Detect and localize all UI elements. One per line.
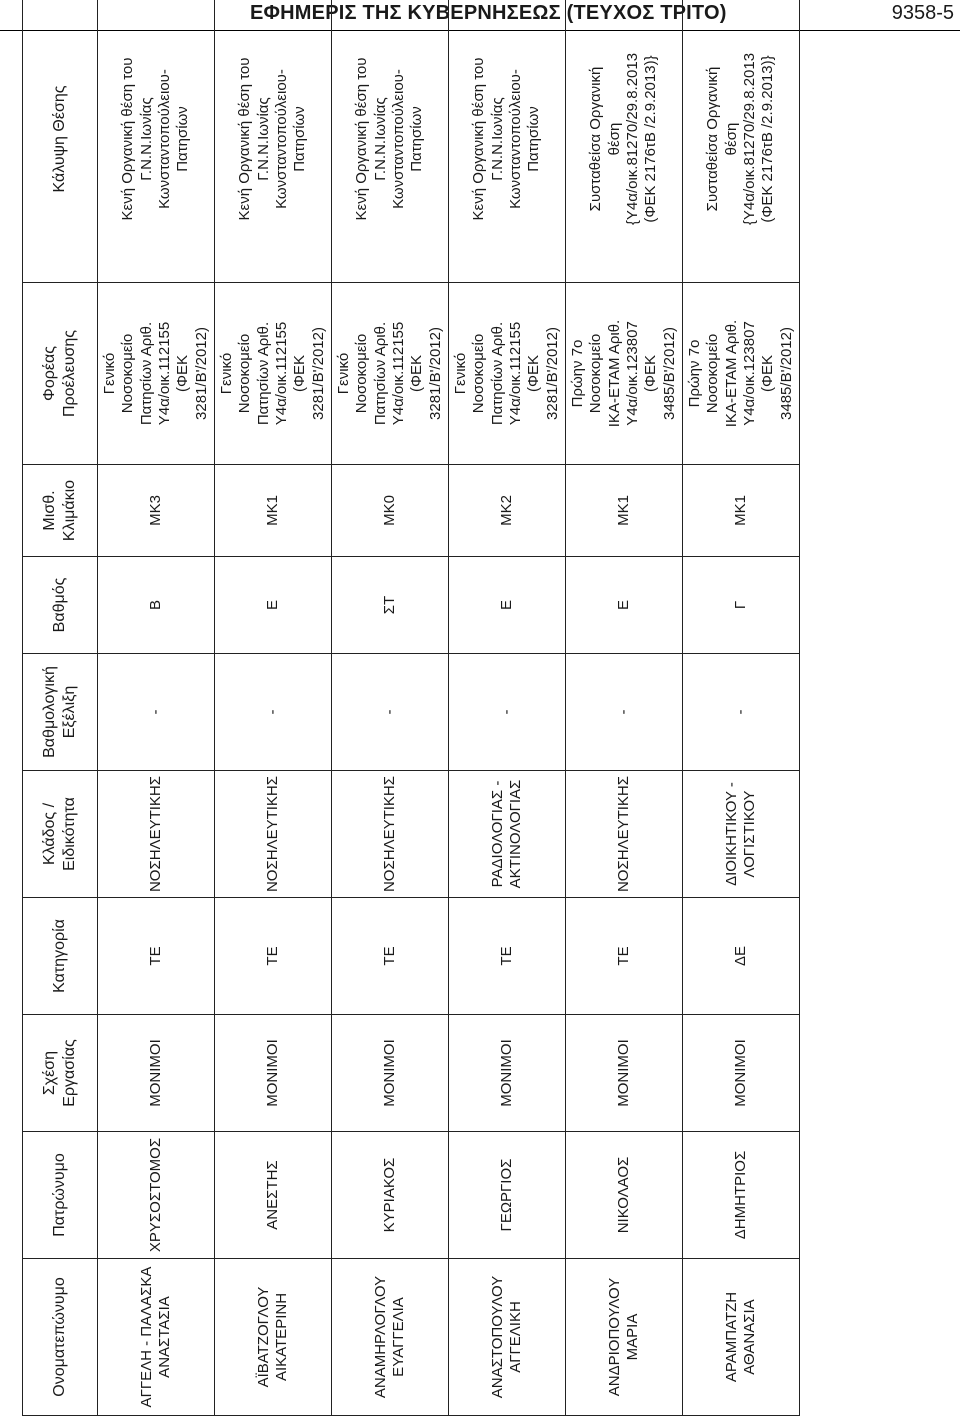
cell-origin-body: Γενικό Νοσοκομείο Πατησίων Αριθ. Υ4α/οικ.112155 (ΦΕΚ 3281/Β'/2012) <box>449 283 566 465</box>
cell-employment-relation: ΜΟΝΙΜΟΙ <box>332 1015 449 1132</box>
cell-position-coverage: Κενή Οργανική θέση του Γ.Ν.Ν.Ιωνίας Κωνσταντοπούλειου- Πατησίων <box>98 0 215 283</box>
cell-pay-scale: ΜΚ3 <box>98 465 215 557</box>
cell-employment-relation: ΜΟΝΙΜΟΙ <box>566 1015 683 1132</box>
header-name: Ονοματεπώνυμο <box>23 1259 98 1416</box>
header-grade-progress: Βαθμολογική Εξέλιξη <box>23 654 98 771</box>
table-row <box>449 0 566 1416</box>
cell-grade-progress: - <box>215 654 332 771</box>
table-row <box>566 0 683 1416</box>
cell-name: ΑΓΓΕΛΗ - ΠΑΛΑΣΚΑ ΑΝΑΣΤΑΣΙΑ <box>98 1259 215 1416</box>
gazette-title: ΕΦΗΜΕΡΙΣ ΤΗΣ ΚΥΒΕΡΝΗΣΕΩΣ (ΤΕΥΧΟΣ ΤΡΙΤΟ) <box>250 2 727 24</box>
header-category: Κατηγορία <box>23 898 98 1015</box>
cell-grade-progress: - <box>566 654 683 771</box>
cell-grade-progress: - <box>332 654 449 771</box>
cell-pay-scale: ΜΚ1 <box>566 465 683 557</box>
cell-father-name: ΝΙΚΟΛΑΟΣ <box>566 1132 683 1259</box>
staff-transfer-table <box>22 0 800 1416</box>
cell-category: ΤΕ <box>215 898 332 1015</box>
table-row <box>683 0 800 1416</box>
cell-grade-progress: - <box>98 654 215 771</box>
cell-name: ΑΝΑΜΗΡΛΟΓΛΟΥ ΕΥΑΓΓΕΛΙΑ <box>332 1259 449 1416</box>
cell-category: ΔΕ <box>683 898 800 1015</box>
cell-employment-relation: ΜΟΝΙΜΟΙ <box>449 1015 566 1132</box>
page-number: 9358-5 <box>891 2 954 24</box>
cell-grade-progress: - <box>449 654 566 771</box>
cell-branch: ΝΟΣΗΛΕΥΤΙΚΗΣ <box>98 771 215 898</box>
cell-branch: ΝΟΣΗΛΕΥΤΙΚΗΣ <box>566 771 683 898</box>
cell-position-coverage: Συσταθείσα Οργανική θέση {Υ4α/οικ.81270/29.8.2013 (ΦΕΚ 2176τΒ /2.9.2013)} <box>683 0 800 283</box>
table-row <box>215 0 332 1416</box>
header-origin-body: Φορέας Προέλευσης <box>23 283 98 465</box>
cell-employment-relation: ΜΟΝΙΜΟΙ <box>98 1015 215 1132</box>
table-header-row <box>23 0 98 1416</box>
cell-branch: ΔΙΟΙΚΗΤΙΚΟΥ - ΛΟΓΙΣΤΙΚΟΥ <box>683 771 800 898</box>
header-pay-scale: Μισθ. Κλιμάκιο <box>23 465 98 557</box>
cell-branch: ΝΟΣΗΛΕΥΤΙΚΗΣ <box>332 771 449 898</box>
header-grade: Βαθμός <box>23 557 98 654</box>
table-row <box>98 0 215 1416</box>
cell-grade: Ε <box>449 557 566 654</box>
cell-father-name: ΔΗΜΗΤΡΙΟΣ <box>683 1132 800 1259</box>
cell-origin-body: Πρώην 7ο Νοσοκομείο ΙΚΑ-ΕΤΑΜ Αριθ. Υ4α/οικ.123807 (ΦΕΚ 3485/Β'/2012) <box>566 283 683 465</box>
cell-father-name: ΚΥΡΙΑΚΟΣ <box>332 1132 449 1259</box>
cell-position-coverage: Κενή Οργανική θέση του Γ.Ν.Ν.Ιωνίας Κωνσταντοπούλειου- Πατησίων <box>215 0 332 283</box>
cell-grade: Β <box>98 557 215 654</box>
cell-grade: Ε <box>566 557 683 654</box>
cell-name: ΑΡΑΜΠΑΤΖΗ ΑΘΑΝΑΣΙΑ <box>683 1259 800 1416</box>
cell-origin-body: Γενικό Νοσοκομείο Πατησίων Αριθ. Υ4α/οικ.112155 (ΦΕΚ 3281/Β'/2012) <box>98 283 215 465</box>
cell-grade: ΣΤ <box>332 557 449 654</box>
cell-origin-body: Γενικό Νοσοκομείο Πατησίων Αριθ. Υ4α/οικ.112155 (ΦΕΚ 3281/Β'/2012) <box>215 283 332 465</box>
cell-position-coverage: Κενή Οργανική θέση του Γ.Ν.Ν.Ιωνίας Κωνσταντοπούλειου- Πατησίων <box>332 0 449 283</box>
cell-position-coverage: Κενή Οργανική θέση του Γ.Ν.Ν.Ιωνίας Κωνσταντοπούλειου- Πατησίων <box>449 0 566 283</box>
cell-category: ΤΕ <box>98 898 215 1015</box>
cell-category: ΤΕ <box>332 898 449 1015</box>
cell-grade-progress: - <box>683 654 800 771</box>
header-father-name: Πατρώνυμο <box>23 1132 98 1259</box>
cell-name: ΑΪΒΑΤΖΟΓΛΟΥ ΑΙΚΑΤΕΡΙΝΗ <box>215 1259 332 1416</box>
cell-branch: ΝΟΣΗΛΕΥΤΙΚΗΣ <box>215 771 332 898</box>
cell-employment-relation: ΜΟΝΙΜΟΙ <box>683 1015 800 1132</box>
cell-category: ΤΕ <box>449 898 566 1015</box>
table-row <box>332 0 449 1416</box>
cell-origin-body: Γενικό Νοσοκομείο Πατησίων Αριθ. Υ4α/οικ.112155 (ΦΕΚ 3281/Β'/2012) <box>332 283 449 465</box>
cell-name: ΑΝΑΣΤΟΠΟΥΛΟΥ ΑΓΓΕΛΙΚΗ <box>449 1259 566 1416</box>
cell-name: ΑΝΔΡΙΟΠΟΥΛΟΥ ΜΑΡΙΑ <box>566 1259 683 1416</box>
cell-origin-body: Πρώην 7ο Νοσοκομείο ΙΚΑ-ΕΤΑΜ Αριθ. Υ4α/οικ.123807 (ΦΕΚ 3485/Β'/2012) <box>683 283 800 465</box>
cell-branch: ΡΑΔΙΟΛΟΓΙΑΣ - ΑΚΤΙΝΟΛΟΓΙΑΣ <box>449 771 566 898</box>
cell-grade: Γ <box>683 557 800 654</box>
header-branch: Κλάδος / Ειδικότητα <box>23 771 98 898</box>
cell-father-name: ΓΕΩΡΓΙΟΣ <box>449 1132 566 1259</box>
header-employment-relation: Σχέση Εργασίας <box>23 1015 98 1132</box>
cell-employment-relation: ΜΟΝΙΜΟΙ <box>215 1015 332 1132</box>
cell-pay-scale: ΜΚ1 <box>215 465 332 557</box>
cell-category: ΤΕ <box>566 898 683 1015</box>
cell-pay-scale: ΜΚ1 <box>683 465 800 557</box>
cell-pay-scale: ΜΚ0 <box>332 465 449 557</box>
header-position-coverage: Κάλυψη Θέσης <box>23 0 98 283</box>
cell-father-name: ΧΡΥΣΟΣΤΟΜΟΣ <box>98 1132 215 1259</box>
rotated-table-container <box>22 52 795 1416</box>
cell-grade: Ε <box>215 557 332 654</box>
cell-position-coverage: Συσταθείσα Οργανική θέση {Υ4α/οικ.81270/29.8.2013 (ΦΕΚ 2176τΒ /2.9.2013)} <box>566 0 683 283</box>
cell-father-name: ΑΝΕΣΤΗΣ <box>215 1132 332 1259</box>
cell-pay-scale: ΜΚ2 <box>449 465 566 557</box>
